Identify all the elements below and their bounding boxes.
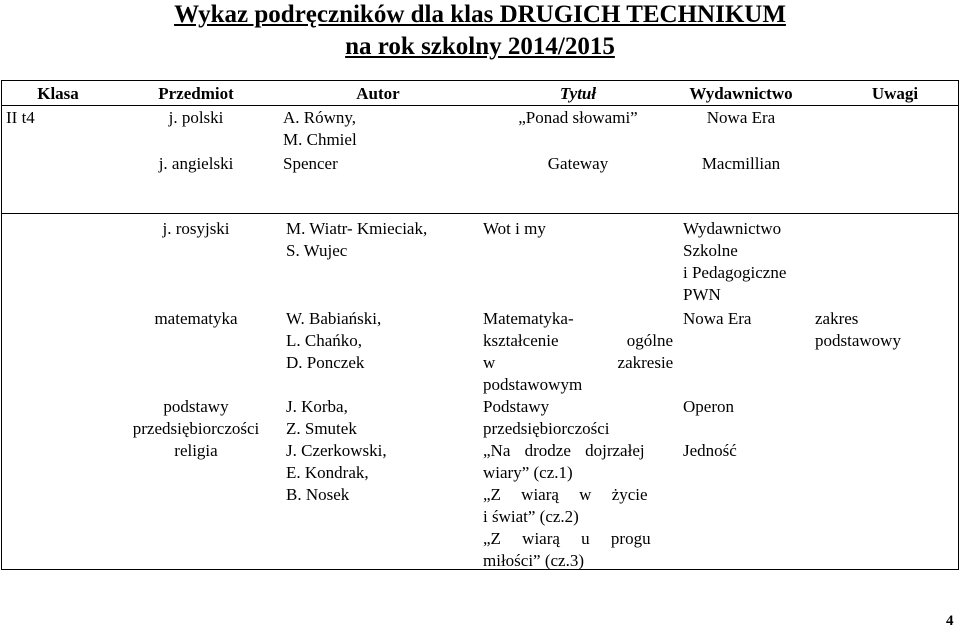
wydawnictwo-cell: Jedność xyxy=(683,441,737,460)
wydawnictwo-cell: Wydawnictwo Szkolne i Pedagogiczne PWN xyxy=(683,219,787,304)
header-tytul: Tytuł xyxy=(559,84,597,103)
przedmiot-cell: j. polski xyxy=(168,108,224,127)
autor-cell: J. Korba, Z. Smutek xyxy=(286,397,357,438)
tytul-cell: Podstawy przedsiębiorczości xyxy=(483,397,610,438)
autor-cell: M. Wiatr- Kmieciak, S. Wujec xyxy=(286,219,428,260)
table-border-right xyxy=(958,80,959,570)
table-border-left xyxy=(1,80,2,570)
tytul-cell: „Ponad słowami” xyxy=(518,108,638,127)
header-klasa: Klasa xyxy=(37,84,79,103)
page-number: 4 xyxy=(946,613,954,629)
uwagi-cell: zakres podstawowy xyxy=(815,309,901,350)
klasa-value: II t4 xyxy=(6,108,35,127)
wydawnictwo-cell: Nowa Era xyxy=(683,309,752,328)
table-border-top xyxy=(1,80,959,81)
wydawnictwo-cell: Nowa Era xyxy=(706,108,776,127)
autor-cell: A. Równy, M. Chmiel xyxy=(283,108,357,149)
table-header-divider xyxy=(1,105,959,106)
document-subtitle: na rok szkolny 2014/2015 xyxy=(345,33,615,60)
przedmiot-cell: religia xyxy=(174,441,218,460)
przedmiot-cell: j. rosyjski xyxy=(162,219,230,238)
tytul-cell: Matematyka- kształcenie ogólne w zakresie podstawowym xyxy=(483,309,674,394)
header-uwagi: Uwagi xyxy=(871,84,919,103)
autor-cell: Spencer xyxy=(283,154,338,173)
header-autor: Autor xyxy=(356,84,400,103)
tytul-cell: „Na drodze dojrzałej wiary” (cz.1) „Z wiarą w życie i świat” (cz.2) „Z wiarą u progu miłości” (cz.3) xyxy=(483,441,651,570)
tytul-cell: Wot i my xyxy=(483,219,546,238)
header-wydawnictwo: Wydawnictwo xyxy=(689,84,793,103)
document-title: Wykaz podręczników dla klas DRUGICH TECHNIKUM xyxy=(174,1,786,28)
przedmiot-cell: j. angielski xyxy=(158,154,234,173)
autor-cell: J. Czerkowski, E. Kondrak, B. Nosek xyxy=(286,441,387,504)
wydawnictwo-cell: Operon xyxy=(683,397,734,416)
wydawnictwo-cell: Macmillian xyxy=(701,154,781,173)
table-border-bottom xyxy=(1,569,959,570)
przedmiot-cell: matematyka xyxy=(154,309,238,328)
header-przedmiot: Przedmiot xyxy=(158,84,234,103)
przedmiot-cell: podstawy przedsiębiorczości xyxy=(132,397,260,438)
table-row-divider xyxy=(1,213,959,214)
tytul-cell: Gateway xyxy=(547,154,609,173)
autor-cell: W. Babiański, L. Chańko, D. Ponczek xyxy=(286,309,382,372)
